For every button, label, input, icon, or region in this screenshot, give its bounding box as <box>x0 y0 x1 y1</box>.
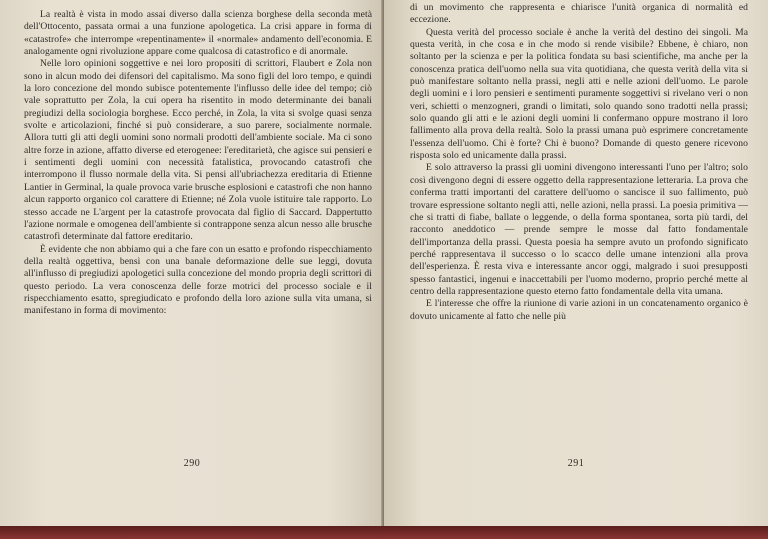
right-page-number: 291 <box>567 458 585 469</box>
right-paragraph-1: di un movimento che rappresenta e chiarisce l'unità organica di normalità ed eccezione. <box>410 2 748 26</box>
left-page <box>0 0 384 526</box>
right-paragraph-3: E solo attraverso la prassi gli uomini divengono interessanti l'uno per l'altro; solo così divengono degni di essere oggetto della rappresentazione letteraria. La prova che conferma tratti importanti del carattere dell'uomo o sancisce il suo fallimento, può trovare espressione soltanto negli atti, nelle azioni, nella prassi. La poesia primitiva — che si tratti di fiabe, ballate o leggende, o della forma spontanea, sorta più tardi, del racconto aneddotico — prende sempre le mosse dal fatto fondamentale dell'importanza della prassi. Questa poesia ha sempre avuto un profondo significato perché rappresentava il successo o lo scacco delle umane intenzioni alla prova dell'esperienza. È resta viva e interessante ancor oggi, malgrado i suoi presupposti spesso fantastici, ingenui e inaccettabili per l'uomo moderno, proprio perché mette al centro della rappresentazione questo eterno fatto fondamentale della vita umana. <box>410 162 748 297</box>
right-paragraph-4: E l'interesse che offre la riunione di varie azioni in un concatenamento organico è dovuto unicamente al fatto che nelle più <box>410 298 748 322</box>
book-cover-edge <box>0 526 768 539</box>
left-paragraph-1: La realtà è vista in modo assai diverso dalla scienza borghese della seconda metà dell'Ottocento, passata ormai a una funzione apologetica. La crisi appare in forma di «catastrofe» che interrompe «repentinamente» il «normale» andamento dell'economia. E analogamente ogni rivoluzione appare come qualcosa di catastrofico e di anormale. <box>24 9 372 58</box>
left-paragraph-3: È evidente che non abbiamo qui a che fare con un esatto e profondo rispecchiamento della realtà oggettiva, bensì con una banale deformazione delle sue leggi, dovuta all'influsso di pregiudizi apologetici sulla concezione del mondo propria degli scrittori di questo periodo. La vera conoscenza delle forze motrici del processo sociale e il rispecchiamento esatto, spregiudicato e profondo della loro azione sulla vita umana, si manifestano in forma di movimento: <box>24 243 372 317</box>
left-page-number: 290 <box>183 458 201 469</box>
right-page <box>384 0 768 526</box>
right-paragraph-2: Questa verità del processo sociale è anche la verità del destino dei singoli. Ma questa verità, in che cosa e in che modo si rende visibile? Ebbene, è chiaro, non soltanto per la scienza e per la politica fondata su basi scientifiche, ma anche per la conoscenza pratica dell'uomo nella sua vita quotidiana, che questa verità della vita si può manifestare soltanto nella prassi, negli atti e nelle azioni dell'uomo. Le parole degli uomini e i loro pensieri e sentimenti puramente soggettivi si rivelano veri o non veri, schietti o menzogneri, grandi o limitati, solo quando sono tradotti nella prassi; solo quando gli atti e le azioni degli uomini li confermano oppure mostrano il loro fallimento alla prova della realtà. Solo la prassi umana può esprimere concretamente l'essenza dell'uomo. Chi è forte? Chi è buono? Domande di questo genere ricevono risposta solo ed unicamente dalla prassi. <box>410 26 748 162</box>
left-paragraph-2: Nelle loro opinioni soggettive e nei loro propositi di scrittori, Flaubert e Zola non sono in alcun modo dei difensori del capitalismo. Ma sono figli del loro tempo, e quindi la loro concezione del mondo subisce potentemente l'influsso delle idee del tempo; ciò vale soprattutto per Zola, la cui opera ha risentito in modo determinante dei banali pregiudizi della sociologia borghese. Ecco perché, in Zola, la vita si svolge quasi senza svolte e articolazioni, finché si può considerare, a suo parere, socialmente normale. Allora tutti gli atti degli uomini sono normali prodotti dell'ambiente sociale. Ma ci sono altre forze in azione, affatto diverse ed eterogenee: l'ereditarietà, che agisce sui pensieri e i sentimenti degli uomini con necessità fatalistica, provocando catastrofi che interrompono il flusso normale della vita. Si pensi all'ubriachezza ereditaria di Etienne Lantier in Germinal, la quale provoca varie brusche esplosioni e catastrofi che non hanno alcun rapporto organico col carattere di Etienne; né Zola vuole istituire tale rapporto. Lo stesso accade ne L'argent per la catastrofe provocata dal figlio di Saccard. Dappertutto l'azione normale e omogenea dell'ambiente si contrappone senza alcun nesso alle brusche catastrofi determinate dal fattore ereditario. <box>24 58 372 243</box>
